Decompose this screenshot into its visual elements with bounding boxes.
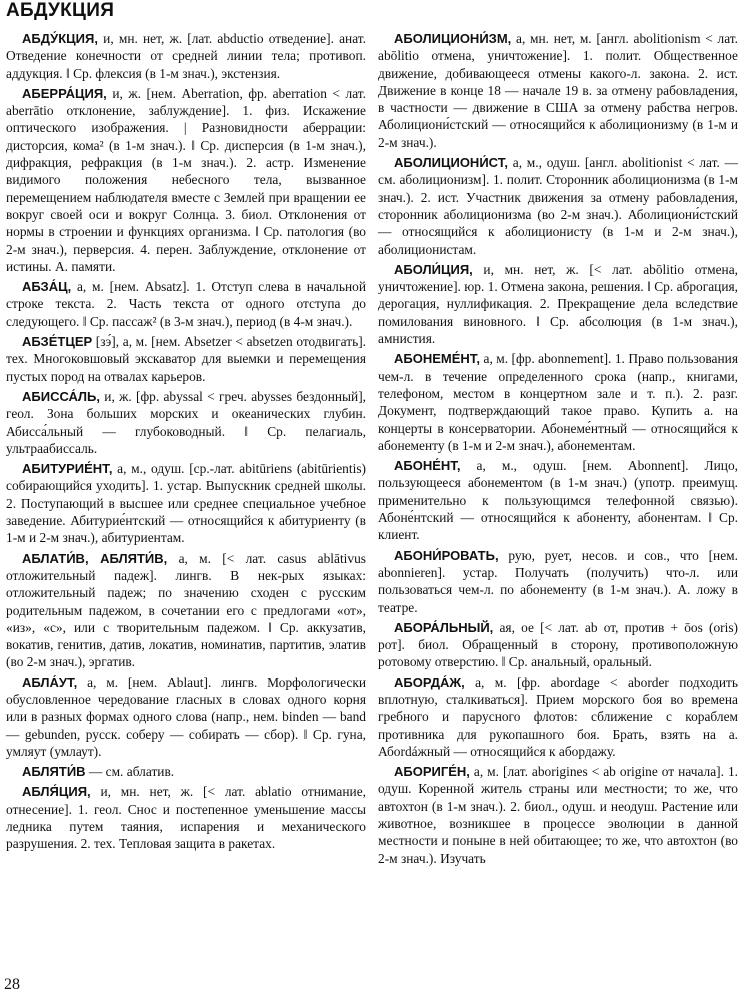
entry-definition: а, мн. нет, м. [англ. abolitionism < лат. abōlitio отмена, уничтожение]. 1. полит. Общественное движение, добивающееся отмены какого-л. закона. 2. ист. Движение в конце 18 — начале 19 в. за отмену рабовладения, в частности — движение в США за отмену рабства негров. Аболициони́стский — относящийся к аболиционизму (в 1-м и 2-м знач.). — [378, 31, 738, 150]
entry-definition: а, м. [< лат. casus ablātivus отложительный падеж]. лингв. В нек-рых языках: отложительный падеж; по значению сходен с русским родительным падежом, в сочетании его с предлогами «от», «из», «с», или с творительным падежом. ‖ Ср. аккузатив, вокатив, генитив, датив, локатив, номинатив, партитив, элатив (во 2-м знач.), эргатив. — [6, 550, 367, 670]
entry-headword: АБОРА́ЛЬНЫЙ, — [394, 619, 494, 635]
entry-headword: АБОЛИ́ЦИЯ, — [394, 261, 473, 277]
entry-definition: а, м. [лат. aborigines < ab origine от начала]. 1. одуш. Коренной житель страны или местности; то же, что автохтон (в 1-м знач.). 2. биол., одуш. и неодуш. Растение или животное, возникшее в процессе эволюции в данной местности и поныне в ней обитающее; то же, что автохтон (во 2-м знач.). Изучать — [378, 764, 738, 866]
dictionary-entry — [378, 457, 738, 543]
entry-definition: и, мн. нет, ж. [< лат. abōlitio отмена, уничтожение]. юр. 1. Отмена закона, решения. ‖ Ср. аброгация, дерогация, нуллификация. 2. Прекращение дела вследствие помилования виновного. ‖ Ср. абсолюция (в 1-м знач.), амнистия. — [378, 261, 738, 347]
dictionary-entry — [378, 674, 738, 760]
dictionary-entry — [6, 278, 366, 330]
entry-headword: АБЛЯТИ́В — [22, 764, 86, 780]
entry-definition: и, ж. [фр. abyssal < греч. abysses бездонный], геол. Зона больших морских и океанических глубин. Абисса́льный — глубоководный. ‖ Ср. пелагиаль, ультраабиссаль. — [6, 388, 366, 456]
dictionary-entry — [6, 550, 366, 671]
page-number: 28 — [4, 976, 20, 993]
running-head: АБДУКЦИЯ — [6, 0, 115, 21]
entry-headword: АБОНИ́РОВАТЬ, — [394, 547, 499, 563]
entry-headword: АБОРДА́Ж, — [394, 674, 465, 690]
entry-headword: АБЗА́Ц, — [22, 279, 72, 295]
entry-headword: АБЛЯ́ЦИЯ, — [22, 784, 91, 800]
entry-definition: а, м., одуш. [англ. abolitionist < лат. — см. аболиционизм]. 1. полит. Сторонник аболиционизма (в 1-м знач.). 2. ист. Участник движения за отмену рабовладения, сторонник аболиционизма (во 2-м знач.). Аболициони́стский — относящийся к аболиционисту (в 1-м и 2-м знач.), аболиционистам. — [378, 155, 738, 257]
entry-definition: и, мн. нет, ж. [< лат. ablatio отнимание, отнесение]. 1. геол. Снос и постепенное уменьшение массы ледника путем таяния, испарения и механического разрушения. 2. тех. Тепловая защита в ракетах. — [6, 784, 366, 852]
dictionary-entry — [378, 30, 738, 151]
right-column — [378, 30, 738, 870]
entry-definition: — см. аблатив. — [85, 764, 175, 780]
entry-headword: АБЗЕ́ТЦЕР — [22, 334, 93, 350]
dictionary-entry — [6, 460, 366, 546]
dictionary-entry — [6, 85, 366, 275]
entry-headword: АБОРИГЕ́Н, — [394, 764, 470, 780]
dictionary-entry — [6, 333, 366, 385]
dictionary-entry — [378, 261, 738, 347]
entry-headword: АБЕРРА́ЦИЯ, — [22, 85, 107, 101]
dictionary-entry — [378, 154, 738, 258]
entry-headword: АБОЛИЦИОНИ́СТ, — [394, 155, 508, 171]
entry-definition: и, ж. [нем. Aberration, фр. aberration < лат. aberrātio отклонение, заблуждение]. 1. физ. Искажение оптического изображения. | Разновидности аберрации: дисторсия, кома² (в 1-м знач.). ‖ Ср. дисперсия (в 1-м знач.), дифракция, рефракция (в 1-м знач.). 2. астр. Изменение видимого положения небесного тела, вызванное перемещением наблюдателя вместе с Землей при вращении ее вокруг своей оси и вокруг Солнца. 3. биол. Отклонения от нормы в строении и функциях организма. ‖ Ср. патология (во 2-м знач.), перверсия. 4. перен. Заблуждение, отклонение от истины. А. памяти. — [6, 85, 366, 274]
entry-definition: ая, ое [< лат. ab от, против + ōos (oris) рот]. биол. Обращенный в сторону, противоположную ротовому отверстию. ‖ Ср. анальный, оральный. — [378, 619, 738, 670]
dictionary-entry — [6, 30, 366, 82]
dictionary-entry — [6, 388, 366, 457]
entry-definition: [зэ́], а, м. [нем. Absetzer < absetzen отодвигать]. тех. Многоковшовый экскаватор для выемки и перемещения пустых пород на отвалах карьеров. — [6, 334, 366, 384]
entry-definition: и, мн. нет, ж. [лат. abductio отведение]. анат. Отведение конечности от средней линии тела; противоп. аддукция. ‖ Ср. флексия (в 1-м знач.), экстензия. — [6, 31, 366, 81]
entry-definition: а, м. [нем. Ablaut]. лингв. Морфологически обусловленное чередование гласных в словах одного корня или в разных формах одного слова (напр., нем. binden — band — gebunden, русск. соберу — собирать — сбор). ‖ Ср. гуна, умляут (умлаут). — [6, 674, 366, 759]
entry-headword: АБОНЕ́НТ, — [394, 458, 461, 474]
entry-definition: а, м. [фр. abonnement]. 1. Право пользования чем-л. в течение определенного срока (напр., книгами, телефоном, местом в концертном зале и т. п.). 2. разг. Документ, подтверждающий такое право. Купить а. на концерты в консерватории. Абонеме́нтный — относящийся к абонементу (в 1-м и 2-м знач.), абонементам. — [378, 351, 738, 453]
entry-headword: АБИССА́ЛЬ, — [22, 388, 100, 404]
entry-headword: АБДУ́КЦИЯ, — [22, 31, 98, 46]
entry-headword: АБОНЕМЕ́НТ, — [394, 351, 481, 367]
dictionary-entry — [378, 350, 738, 454]
entry-headword: АБЛА́УТ, — [22, 674, 78, 690]
dictionary-entry — [6, 674, 366, 760]
entry-definition: а, м. [фр. abordage < aborder подходить вплотную, сталкиваться]. Прием морского боя во времена гребного и парусного флотов: сближение с кораблем противника для рукопашного боя. Брать, взять на а. Абordáжный — относящийся к абордажу. — [378, 674, 738, 759]
left-column — [6, 30, 366, 856]
entry-definition: а, м., одуш. [нем. Abonnent]. Лицо, пользующееся абонементом (в 1-м знач.) (употр. преимущ. применительно к пользующимся телефонной связью). Абоне́нтский — относящийся к абоненту, абонентам. ‖ Ср. клиент. — [378, 458, 738, 543]
dictionary-entry — [378, 763, 738, 867]
entry-headword: АБИТУРИЕ́НТ, — [22, 461, 113, 477]
dictionary-entry — [378, 619, 738, 671]
dictionary-entry — [378, 547, 738, 616]
entry-headword: АБОЛИЦИОНИ́ЗМ, — [394, 31, 512, 46]
entry-definition: рую, рует, несов. и сов., что [нем. abonnieren]. устар. Получать (получить) что-л. или пользоваться чем-л. по абонементу (в 1-м знач.). А. ложу в театре. — [378, 547, 738, 615]
entry-headword: АБЛАТИ́В, АБЛЯТИ́В, — [22, 550, 168, 566]
entry-definition: а, м. [нем. Absatz]. 1. Отступ слева в начальной строке текста. 2. Часть текста от одного отступа до следующего. ‖ Ср. пассаж² (в 3-м знач.), период (в 4-м знач.). — [6, 279, 366, 329]
dictionary-entry — [6, 763, 366, 780]
entry-definition: а, м., одуш. [ср.-лат. abitūriens (abitūrientis) собирающийся уходить]. 1. устар. Выпускник средней школы. 2. Поступающий в высшее или среднее специальное учебное заведение. Абитурие́нтский — относящийся к абитуриенту (в 1-м и 2-м знач.), абитуриентам. — [6, 461, 366, 546]
dictionary-entry — [6, 783, 366, 852]
